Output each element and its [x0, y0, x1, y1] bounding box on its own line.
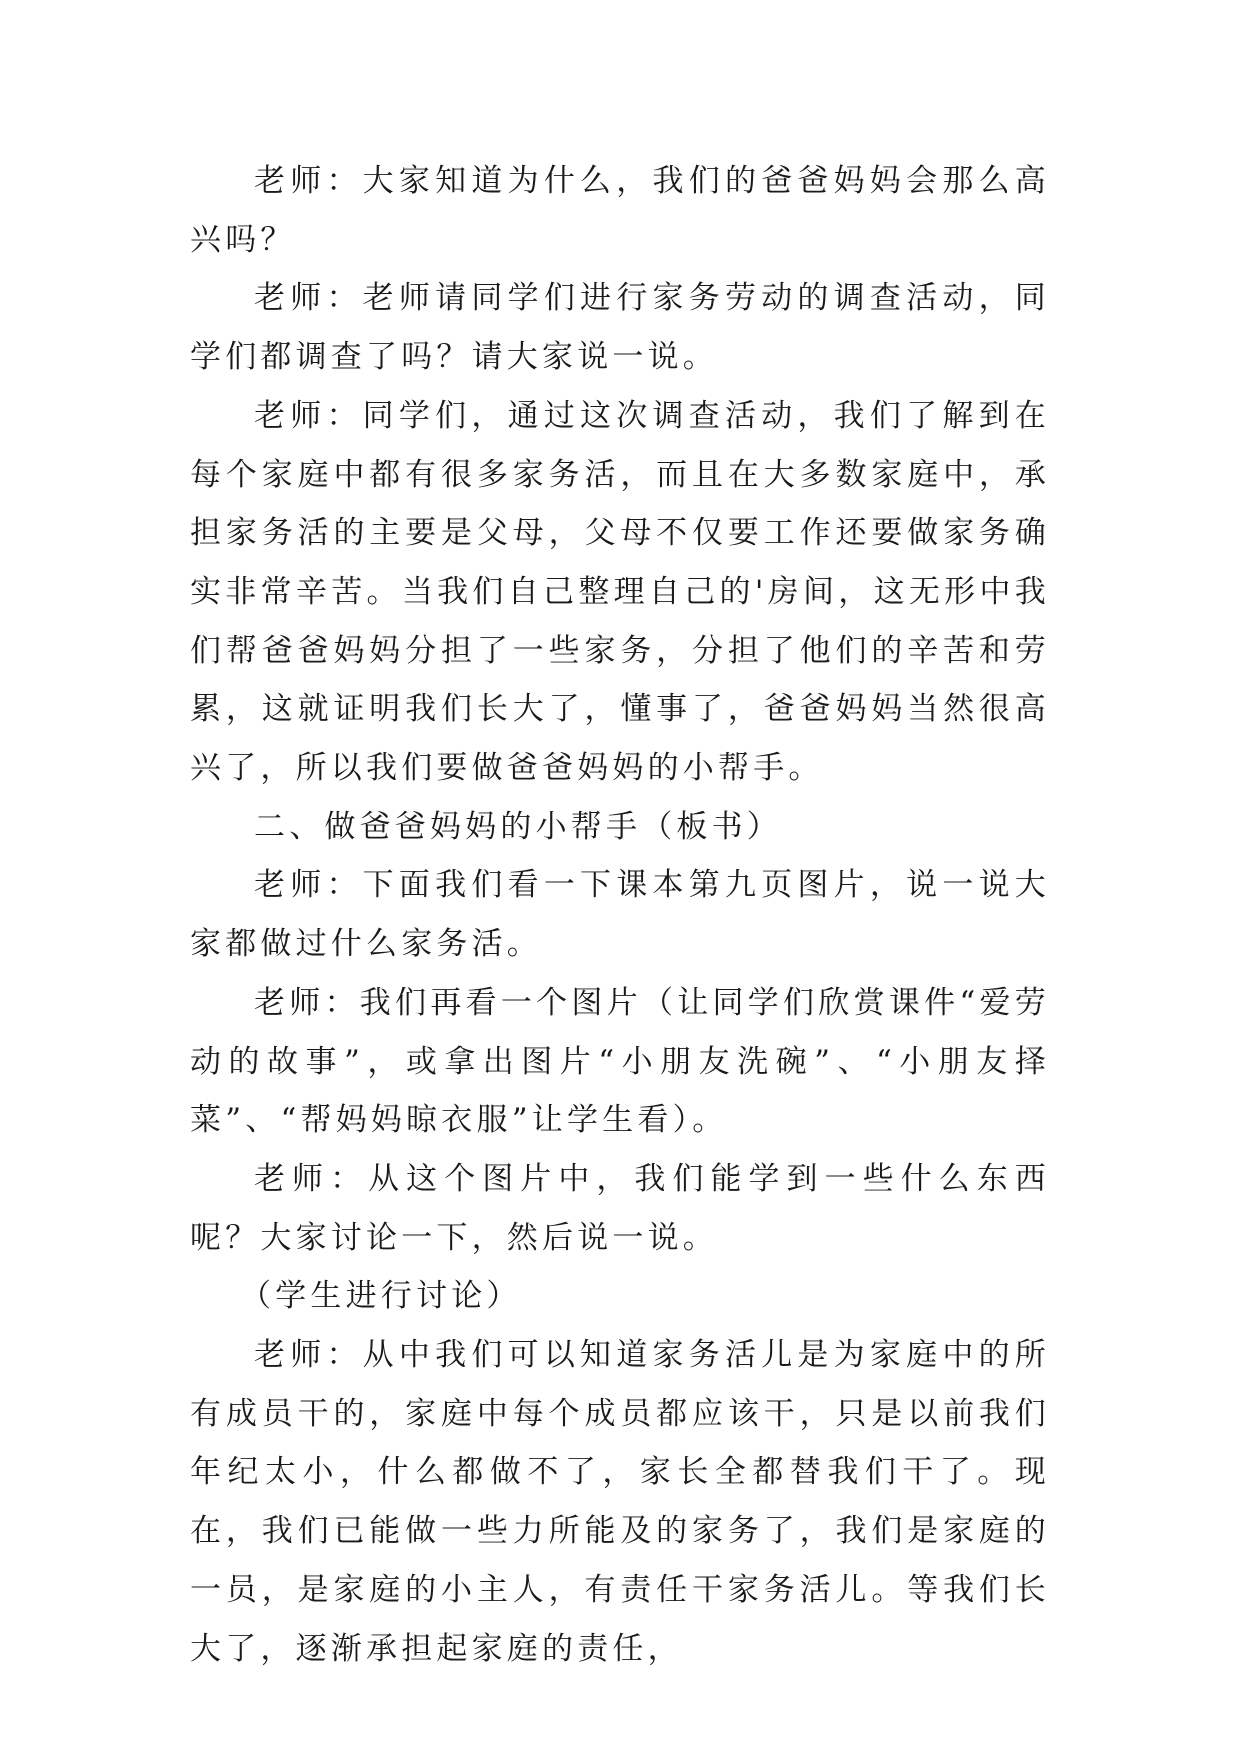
document-body [190, 152, 1050, 1678]
paragraph-conclusion: 老师：从中我们可以知道家务活儿是为家庭中的所有成员干的，家庭中每个成员都应该干，只是以前我们年纪太小，什么都做不了，家长全都替我们干了。现在，我们已能做一些力所能及的家务了，我们是家庭的一员，是家庭的小主人，有责任干家务活儿。等我们长大了，逐渐承担起家庭的责任， [190, 1337, 1050, 1667]
paragraph-survey-prompt: 老师：老师请同学们进行家务劳动的调查活动，同学们都调查了吗？请大家说一说。 [190, 280, 1050, 376]
paragraph-textbook-prompt: 老师：下面我们看一下课本第九页图片，说一说大家都做过什么家务活。 [190, 867, 1050, 963]
paragraph-discussion-prompt: 老师：从这个图片中，我们能学到一些什么东西呢？大家讨论一下，然后说一说。 [190, 1160, 1050, 1256]
paragraph-student-discussion: （学生进行讨论） [240, 1278, 522, 1315]
paragraph-teacher-question: 老师：大家知道为什么，我们的爸爸妈妈会那么高兴吗？ [190, 163, 1050, 258]
paragraph-survey-summary: 老师：同学们，通过这次调查活动，我们了解到在每个家庭中都有很多家务活，而且在大多数家庭中，承担家务活的主要是父母，父母不仅要工作还要做家务确实非常辛苦。当我们自己整理自己的'房间，这无形中我们帮爸爸妈妈分担了一些家务，分担了他们的辛苦和劳累，这就证明我们长大了，懂事了，爸爸妈妈当然很高兴了，所以我们要做爸爸妈妈的小帮手。 [190, 397, 1050, 787]
paragraph-picture-prompt: 老师：我们再看一个图片（让同学们欣赏课件“爱劳动的故事”，或拿出图片“小朋友洗碗”、“小朋友择菜”、“帮妈妈晾衣服”让学生看）。 [190, 984, 1050, 1139]
section-heading: 二、做爸爸妈妈的小帮手（板书） [254, 808, 782, 845]
